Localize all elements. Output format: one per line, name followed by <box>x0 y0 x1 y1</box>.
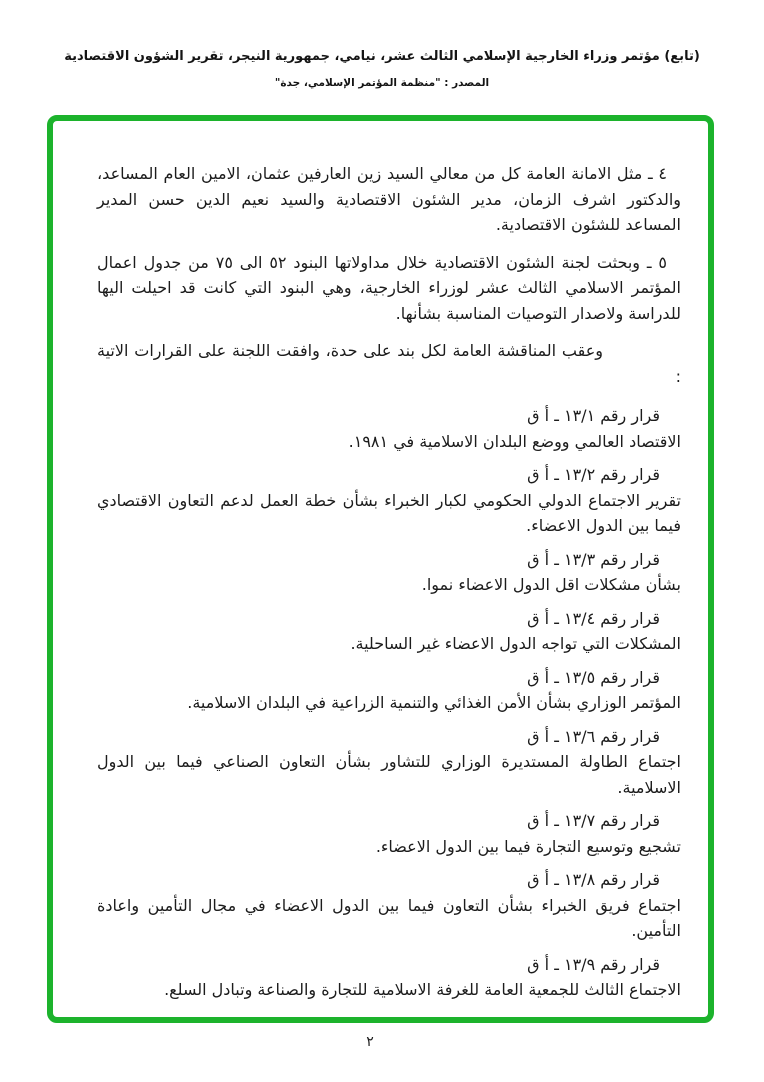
document-body <box>53 121 708 1003</box>
document-header <box>0 48 764 90</box>
resolution-subject: المؤتمر الوزاري بشأن الأمن الغذائي والتنمية الزراعية في البلدان الاسلامية. <box>187 693 681 712</box>
resolution-item-8 <box>97 867 681 944</box>
resolution-number: قرار رقم ١٣/٣ ـ أ ق <box>527 549 660 569</box>
resolution-item-7 <box>97 808 681 859</box>
resolution-number: قرار رقم ١٣/٥ ـ أ ق <box>527 667 660 687</box>
resolution-number: قرار رقم ١٣/٢ ـ أ ق <box>527 465 660 484</box>
resolution-subject: اجتماع الطاولة المستديرة الوزاري للتشاور بشأن التعاون الصناعي فيما بين الدول الاسلامية. <box>97 752 681 797</box>
resolution-subject: بشأن مشكلات اقل الدول الاعضاء نموا. <box>421 575 681 594</box>
resolution-item-3 <box>97 547 681 598</box>
resolution-subject: تقرير الاجتماع الدولي الحكومي لكبار الخبراء بشأن خطة العمل لدعم التعاون الاقتصادي فيما بين الدول الاعضاء. <box>97 490 681 535</box>
resolution-number: قرار رقم ١٣/١ ـ أ ق <box>527 406 660 425</box>
page-number: ٢ <box>366 1034 374 1050</box>
intro-line: وعقب المناقشة العامة لكل بند على حدة، وافقت اللجنة على القرارات الاتية : <box>97 341 681 386</box>
resolution-item-4 <box>97 606 681 657</box>
resolution-item-2 <box>97 462 681 539</box>
header-title: (تابع) مؤتمر وزراء الخارجية الإسلامي الثالث عشر، نيامي، جمهورية النيجر، تقرير الشؤون الاقتصادية <box>64 49 700 64</box>
resolution-number: قرار رقم ١٣/٨ ـ أ ق <box>527 870 660 889</box>
resolution-number: قرار رقم ١٣/٦ ـ أ ق <box>527 726 660 746</box>
resolution-subject: الاقتصاد العالمي ووضع البلدان الاسلامية في ١٩٨١. <box>348 431 681 451</box>
resolution-number: قرار رقم ١٣/٧ ـ أ ق <box>527 811 660 830</box>
paragraph-4: ٤ ـ مثل الامانة العامة كل من معالي السيد زين العارفين عثمان، الامين العام المساعد، والدكتور اشرف الزمان، مدير الشئون الاقتصادية والسيد نعيم الدين حسن المدير المساعد للشئون الاقتصادية. <box>97 164 681 234</box>
resolution-item-9 <box>97 952 681 1003</box>
resolution-subject: اجتماع فريق الخبراء بشأن التعاون فيما بين الدول الاعضاء في مجال التأمين واعادة التأمين. <box>97 895 681 940</box>
resolution-number: قرار رقم ١٣/٩ ـ أ ق <box>527 954 660 974</box>
content-border-frame <box>47 115 714 1023</box>
header-source: المصدر : "منظمة المؤتمر الإسلامي، جدة" <box>274 77 490 89</box>
paragraph-5: ٥ ـ وبحثت لجنة الشئون الاقتصادية خلال مداولاتها البنود ٥٢ الى ٧٥ من جدول اعمال المؤتمر الاسلامي الثالث عشر لوزراء الخارجية، وهي البنود التي كانت قد احيلت اليها للدراسة ولاصدار التوصيات المناسبة بشأنها. <box>97 252 681 323</box>
resolution-subject: الاجتماع الثالث للجمعية العامة للغرفة الاسلامية للتجارة والصناعة وتبادل السلع. <box>164 980 681 999</box>
resolution-item-1 <box>97 403 681 454</box>
resolution-number: قرار رقم ١٣/٤ ـ أ ق <box>527 608 660 628</box>
resolution-item-6 <box>97 724 681 801</box>
resolution-subject: المشكلات التي تواجه الدول الاعضاء غير الساحلية. <box>350 634 681 653</box>
resolution-item-5 <box>97 665 681 716</box>
resolution-subject: تشجيع وتوسيع التجارة فيما بين الدول الاعضاء. <box>375 836 681 856</box>
